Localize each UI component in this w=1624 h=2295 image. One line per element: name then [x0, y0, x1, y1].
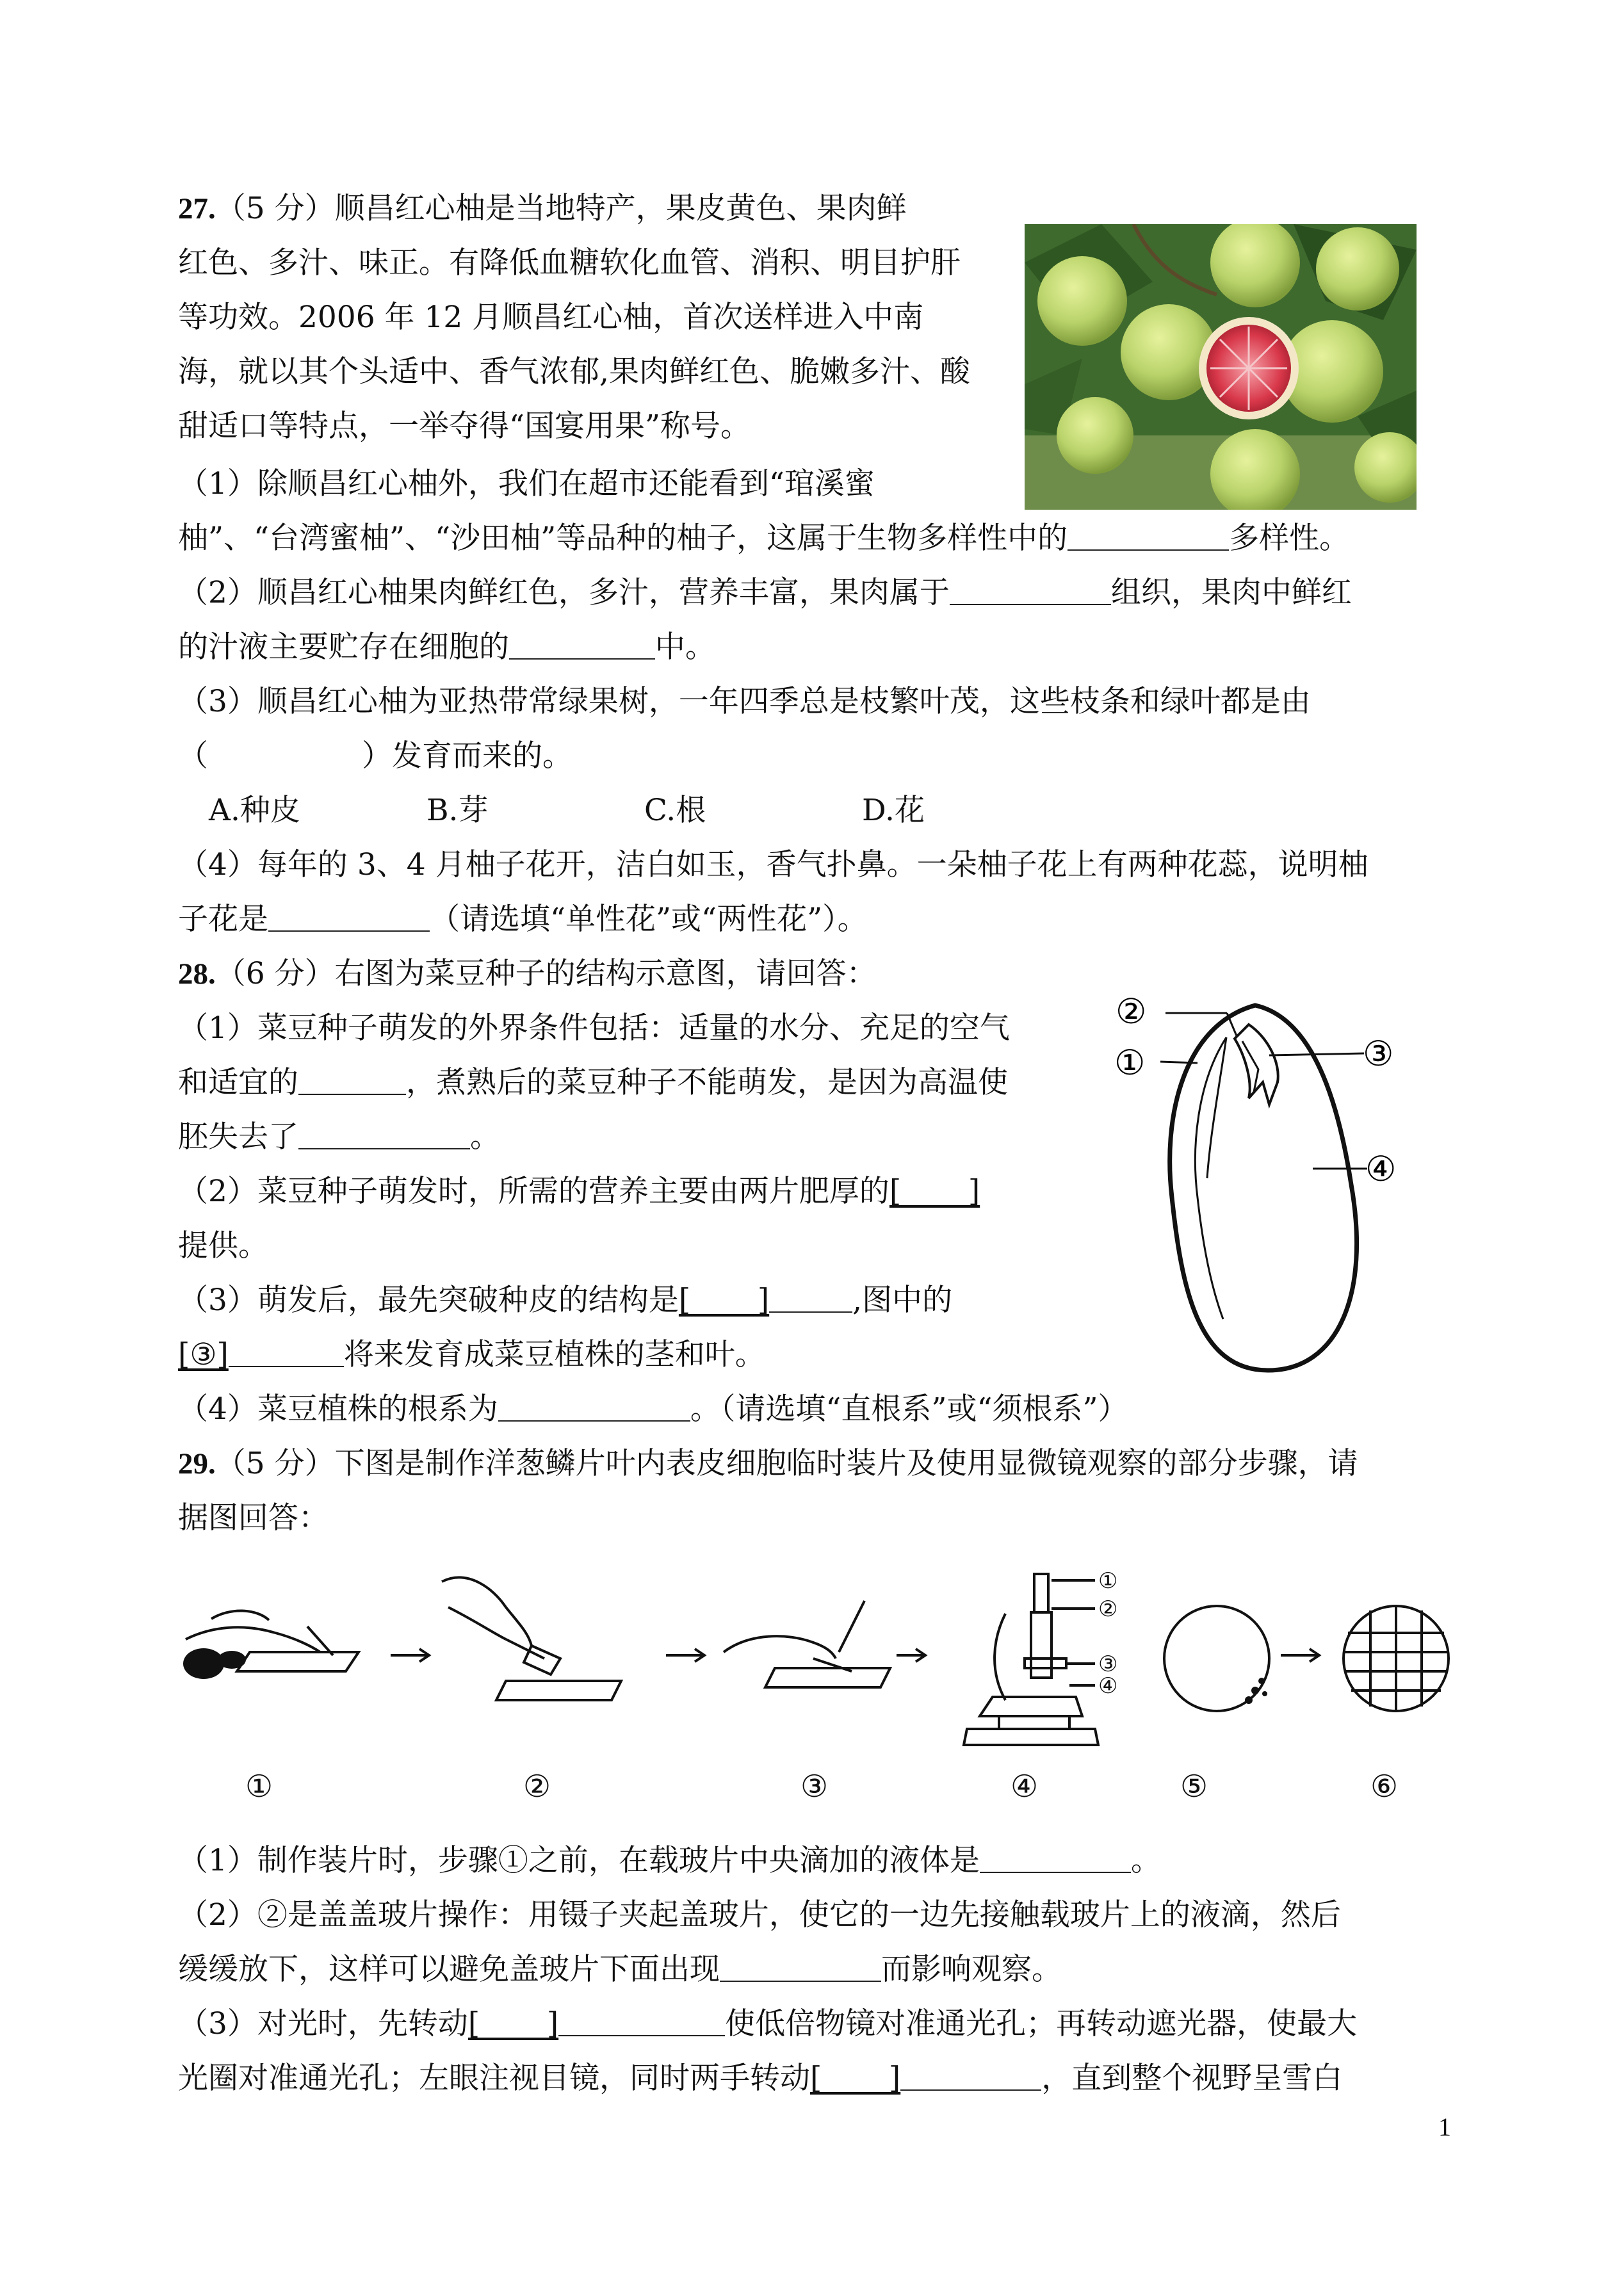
q28-p4-tail: 。（请选填“直根系”或“须根系”）: [690, 1391, 1128, 1427]
q29-intro: （5 分）下图是制作洋葱鳞片叶内表皮细胞临时装片及使用显微镜观察的部分步骤，请: [215, 1446, 1358, 1481]
seed-label-4: ④: [1365, 1149, 1397, 1189]
q28-p3-line-b: [178, 1336, 765, 1374]
scope-label-1: ①: [1098, 1568, 1118, 1594]
q27-options: [209, 791, 925, 830]
q28-p3-tail: ,图中的: [852, 1283, 953, 1318]
answer-blank-biodiversity[interactable]: [1068, 521, 1229, 551]
q28-p3b-tail: 将来发育成菜豆植株的茎和叶。: [343, 1337, 765, 1372]
q27-p3-close: ）发育而来的。: [362, 738, 572, 774]
scope-label-2: ②: [1098, 1596, 1118, 1622]
answer-blank-flower-type[interactable]: [268, 902, 430, 932]
answer-blank-radicle-name[interactable]: [769, 1283, 852, 1313]
q28-p1b-tail: ，煮熟后的菜豆种子不能萌发，是因为高温使: [406, 1065, 1008, 1100]
q29-p3b-tail: ，直到整个视野呈雪白: [1041, 2061, 1343, 2096]
q27-p2-text: （2）顺昌红心柚果肉鲜红色，多汁，营养丰富，果肉属于: [178, 575, 950, 610]
q28-p1c-text: 胚失去了: [178, 1119, 298, 1155]
option-c[interactable]: C.根: [644, 793, 706, 828]
q28-p2-line-a: [178, 1172, 980, 1211]
q27-p1-line-a: （1）除顺昌红心柚外，我们在超市还能看到“琯溪蜜: [178, 466, 875, 501]
q29-line-1: [178, 1445, 1358, 1483]
pomelo-photo: [1025, 224, 1417, 510]
answer-blank-mirror[interactable]: [900, 2061, 1041, 2091]
step-label-5: ⑤: [1180, 1769, 1208, 1804]
q27-intro-2: 红色、多汁、味正。有降低血糖软化血管、消积、明目护肝: [178, 245, 961, 280]
q29-line-2: 据图回答：: [178, 1500, 329, 1536]
scope-label-3: ③: [1098, 1651, 1118, 1677]
seed-label-1: ①: [1114, 1042, 1146, 1083]
q27-p1-tail: 多样性。: [1229, 521, 1350, 556]
q27-p4-line-b: [178, 900, 868, 939]
answer-blank-root-system[interactable]: [498, 1392, 690, 1422]
q29-number: 29.: [178, 1447, 216, 1480]
q28-line-1: [178, 955, 877, 993]
q27-p2-line-b: [178, 628, 715, 667]
scope-label-4: ④: [1098, 1673, 1118, 1699]
q29-p1-line: [178, 1842, 1161, 1880]
q28-intro: （6 分）右图为菜豆种子的结构示意图，请回答：: [215, 956, 877, 991]
q29-p2-text: 缓缓放下，这样可以避免盖玻片下面出现: [178, 1952, 720, 1987]
q29-p1-text: （1）制作装片时，步骤①之前，在载玻片中央滴加的液体是: [178, 1843, 980, 1878]
q28-p1-line-a: （1）菜豆种子萌发的外界条件包括：适量的水分、充足的空气: [178, 1010, 1010, 1046]
step-label-6: ⑥: [1370, 1769, 1399, 1804]
q27-p4-text: 子花是: [178, 902, 268, 937]
bracket-plumule: [③]: [178, 1337, 229, 1372]
answer-blank-temperature[interactable]: [298, 1066, 406, 1095]
q27-p3-line-b: [178, 737, 572, 775]
q27-intro-1: （5 分）顺昌红心柚是当地特产，果皮黄色、果肉鲜: [215, 191, 907, 226]
seed-label-3: ③: [1363, 1034, 1394, 1074]
q27-p2b-tail: 中。: [655, 629, 715, 665]
answer-bracket-radicle[interactable]: [ ]: [678, 1283, 770, 1318]
q28-p3-line-a: [178, 1281, 952, 1320]
q28-p2-line-b: 提供。: [178, 1228, 268, 1263]
answer-blank-tissue[interactable]: [950, 576, 1111, 605]
q27-p1-line-b: [178, 519, 1349, 558]
q27-line-1: [178, 190, 907, 228]
q28-p1-line-c: [178, 1118, 500, 1156]
q29-p3-line-a: [178, 2005, 1357, 2043]
step-label-3: ③: [800, 1769, 829, 1804]
q28-p4-line: [178, 1390, 1128, 1429]
q28-p1b-text: 和适宜的: [178, 1065, 298, 1100]
option-b[interactable]: B.芽: [426, 793, 489, 828]
q29-p1-tail: 。: [1130, 1843, 1161, 1878]
q29-p3-tail: 使低倍物镜对准通光孔；再转动遮光器，使最大: [725, 2006, 1358, 2041]
q28-number: 28.: [178, 957, 216, 991]
q27-p2b-text: 的汁液主要贮存在细胞的: [178, 629, 509, 665]
q27-intro-4: 海，就以其个头适中、香气浓郁,果肉鲜红色、脆嫩多汁、酸: [178, 354, 970, 389]
q27-intro-5: 甜适口等特点，一举夺得“国宴用果”称号。: [178, 409, 751, 444]
q28-p3-text: （3）萌发后，最先突破种皮的结构是: [178, 1283, 679, 1318]
q27-p2-tail: 组织，果肉中鲜红: [1110, 575, 1352, 610]
seed-label-2: ②: [1116, 991, 1147, 1032]
answer-blank-bubbles[interactable]: [720, 1952, 881, 1982]
answer-blank-converter[interactable]: [558, 2007, 725, 2036]
page-number: 1: [1438, 2113, 1451, 2141]
option-d[interactable]: D.花: [862, 793, 925, 828]
answer-bracket-converter[interactable]: [ ]: [467, 2006, 559, 2041]
q27-p1-text: 柚”、“台湾蜜柚”、“沙田柚”等品种的柚子，这属于生物多样性中的: [178, 521, 1068, 556]
q29-p2-line-a: （2）②是盖盖玻片操作：用镊子夹起盖玻片，使它的一边先接触载玻片上的液滴，然后: [178, 1897, 1341, 1933]
answer-blank-liquid[interactable]: [980, 1844, 1131, 1873]
answer-blank-cell-part[interactable]: [509, 630, 655, 660]
q29-p2-line-b: [178, 1950, 1062, 1989]
q27-p4-line-a: （4）每年的 3、4 月柚子花开，洁白如玉，香气扑鼻。一朵柚子花上有两种花蕊，说明柚: [178, 847, 1368, 882]
q28-p1-line-b: [178, 1064, 1008, 1102]
q29-p2-tail: 而影响观察。: [881, 1952, 1062, 1987]
answer-blank-plumule[interactable]: [229, 1338, 344, 1367]
slide-steps-figure: [173, 1562, 1466, 1755]
q28-p1c-tail: 。: [470, 1119, 500, 1155]
q27-p2-line-a: [178, 574, 1352, 612]
q29-p3b-text: 光圈对准通光孔；左眼注视目镜，同时两手转动: [178, 2061, 810, 2096]
step-label-1: ①: [245, 1769, 273, 1804]
q29-p3-line-b: [178, 2059, 1342, 2098]
q28-p2-text: （2）菜豆种子萌发时，所需的营养主要由两片肥厚的: [178, 1174, 889, 1209]
q27-p4-tail: （请选填“单性花”或“两性花”）。: [430, 902, 868, 937]
step-label-2: ②: [523, 1769, 551, 1804]
q27-intro-3: 等功效。2006 年 12 月顺昌红心柚，首次送样进入中南: [178, 300, 924, 335]
answer-blank-embryo[interactable]: [298, 1120, 470, 1149]
q27-p3-line-a: （3）顺昌红心柚为亚热带常绿果树，一年四季总是枝繁叶茂，这些枝条和绿叶都是由: [178, 684, 1311, 719]
q27-p3-open: （: [178, 738, 208, 774]
q28-p4-text: （4）菜豆植株的根系为: [178, 1391, 498, 1427]
answer-bracket-cotyledon[interactable]: [ ]: [889, 1174, 980, 1209]
step-label-4: ④: [1011, 1769, 1039, 1804]
answer-bracket-mirror[interactable]: [ ]: [810, 2061, 901, 2096]
bean-seed-diagram: [1101, 986, 1460, 1396]
option-a[interactable]: A.种皮: [209, 793, 300, 828]
q27-number: 27.: [178, 192, 216, 225]
q29-p3-text: （3）对光时，先转动: [178, 2006, 468, 2041]
